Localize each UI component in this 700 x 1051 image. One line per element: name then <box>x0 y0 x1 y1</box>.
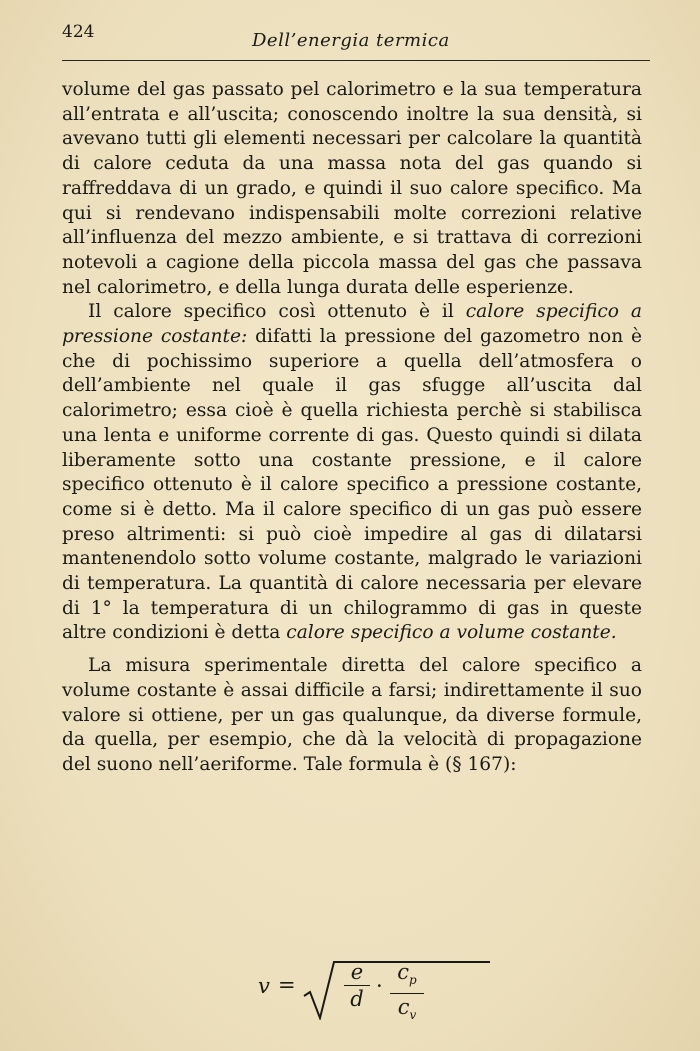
paragraph-3: La misura sperimentale diretta del calore specifico a volume costante è assai difficile a farsi; indirettamente il suo valore si ottiene, per un gas qualunque, da diverse formule, da quella, per esempio, che dà la velocità di propagazione del suono nell’aeriforme. Tale formula è (§ 167): <box>62 655 642 775</box>
frac2-bar <box>390 993 424 994</box>
term-constant-volume: calore specifico a volume costante. <box>286 622 617 644</box>
frac2-denominator <box>390 995 424 1027</box>
page-header <box>62 22 650 52</box>
header-rule <box>62 60 650 61</box>
fraction-cp-over-cv <box>390 960 424 1027</box>
fraction-e-over-d <box>344 960 370 1011</box>
paragraph-2-text-b: difatti la pressione del gazometro non è che di pochissimo superiore a quella dell’atmosfera o dell’ambiente nel quale il gas sfugge all’uscita dal calorimetro; essa cioè è quella richiesta perchè si stabilisca una lenta e uniforme corrente di gas. Questo quindi si dilata liberamente sotto una costante pressione, e il calore specifico ottenuto è il calore specifico a pressione costante, come si è detto. Ma il calore specifico di un gas può essere preso altrimenti: si può cioè impedire al gas di dilatarsi mantenendolo sotto volume costante, malgrado le variazioni di temperatura. La quantità di calore necessaria per elevare di 1° la temperatura di un chilogrammo di gas in queste altre condizioni è detta <box>62 326 642 644</box>
body-text <box>62 78 642 778</box>
formula-equals: = <box>278 973 296 997</box>
frac1-bar <box>344 985 370 986</box>
frac2-den-symbol: c <box>397 995 410 1020</box>
frac2-den-subscript: v <box>409 1008 417 1023</box>
paragraph-1: volume del gas passato pel calorimetro e la sua temperatura all’entrata e all’uscita; conoscendo inoltre la sua densità, si avevano tutti gli elementi necessari per calcolare la quantità di calore ceduta da una massa nota del gas quando si raffreddava di un grado, e quindi il suo calore specifico. Ma qui si rendevano indispensabili molte correzioni relative all’influenza del mezzo ambiente, e si trattava di correzioni notevoli a cagione della piccola massa del gas che passava nel calorimetro, e della lunga durata delle esperienze. <box>62 79 642 298</box>
paragraph-2 <box>62 300 642 646</box>
frac2-numerator <box>390 960 424 992</box>
term-constant-pressure: calore specifico a pressione costante: <box>62 301 642 348</box>
frac2-num-subscript: p <box>409 973 417 988</box>
frac1-denominator: d <box>350 987 364 1011</box>
multiplication-dot: · <box>376 974 383 998</box>
page-number: 424 <box>62 22 95 42</box>
frac1-numerator: e <box>350 960 364 984</box>
frac2-num-symbol: c <box>397 960 410 984</box>
formula-lhs: v <box>258 974 270 998</box>
running-title: Dell’energia termica <box>252 30 450 51</box>
paragraph-2-text-a: Il calore specifico così ottenuto è il <box>88 301 466 323</box>
sound-speed-formula <box>252 960 452 1022</box>
